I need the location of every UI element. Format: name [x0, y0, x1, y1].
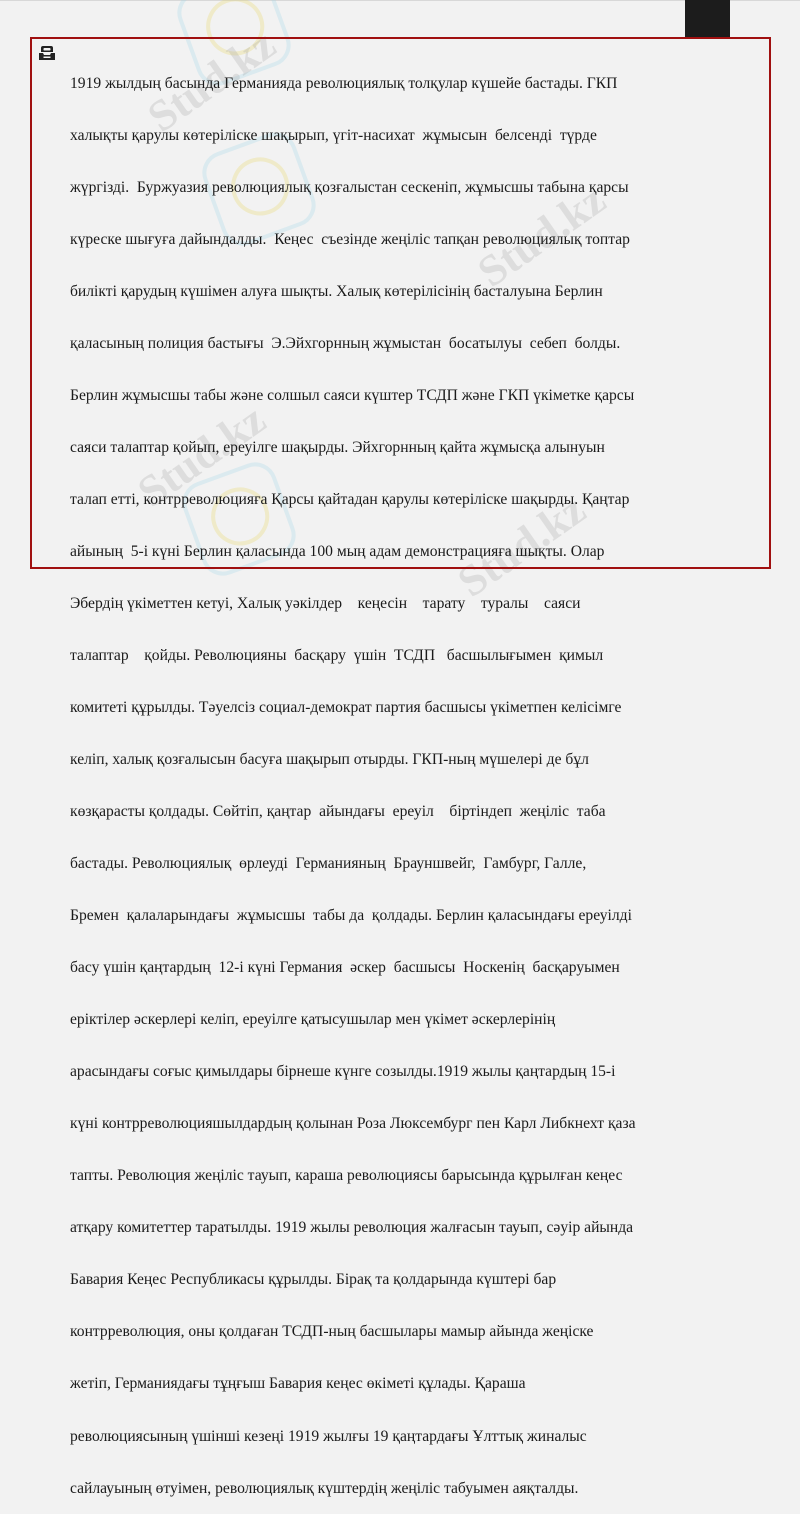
text-line: халықты қарулы көтеріліске шақырып, үгіт-насихат жұмысын белсенді түрде	[70, 126, 597, 144]
text-line: жүргізді. Буржуазия революциялық қозғалыстан сескеніп, жұмысшы табына қарсы	[70, 178, 629, 196]
text-line: сайлауының өтуімен, революциялық күштердің жеңіліс табуымен аяқталды.	[70, 1479, 579, 1497]
text-line: келіп, халық қозғалысын басуға шақырып отырды. ГКП-ның мүшелері де бұл	[70, 751, 589, 769]
text-line: 1919 жылдың басында Германияда революциялық толқулар күшейе бастады. ГКП	[70, 74, 618, 92]
text-line: билікті қарудың күшімен алуға шықты. Халық көтерілісінің басталуына Берлин	[70, 282, 603, 300]
text-line: Бавария Кеңес Республикасы құрылды. Бірақ та қолдарында күштері бар	[70, 1271, 557, 1289]
decorative-dark-bar	[685, 0, 730, 37]
watermark-text: Stud.kz	[138, 19, 285, 142]
text-line: күреске шығуға дайындалды. Кеңес съезінде жеңіліс тапқан революциялық топтар	[70, 230, 630, 248]
text-line: арасындағы соғыс қимылдары бірнеше күнге созылды.1919 жылы қаңтардың 15-і	[70, 1063, 616, 1081]
text-line: талаптар қойды. Революцияны басқару үшін ТСДП басшылығымен қимыл	[70, 647, 604, 665]
text-line: Бремен қалаларындағы жұмысшы табы да қолдады. Берлин қаласындағы ереуілді	[70, 907, 632, 925]
text-line: революциясының үшінші кезеңі 1919 жылғы 19 қаңтардағы Ұлттық жиналыс	[70, 1427, 587, 1445]
text-line: еріктілер әскерлері келіп, ереуілге қатысушылар мен үкімет әскерлерінің	[70, 1011, 556, 1029]
text-line: Эбердің үкіметтен кетуі, Халық уәкілдер кеңесін тарату туралы саяси	[70, 595, 581, 612]
text-line: тапты. Революция жеңіліс тауып, караша революциясы барысында құрылған кеңес	[70, 1167, 623, 1185]
text-line: қаласының полиция бастығы Э.Эйхгорнның жұмыстан босатылуы себеп болды.	[70, 334, 621, 352]
text-line: саяси талаптар қойып, ереуілге шақырды. Эйхгорнның қайта жұмысқа алынуын	[70, 438, 605, 456]
watermark-text: Stud.kz	[468, 174, 615, 297]
text-line: контрреволюция, оны қолдаған ТСДП-ның басшылары мамыр айында жеңіске	[70, 1323, 594, 1341]
text-line: комитеті құрылды. Тәуелсіз социал-демократ партия басшысы үкіметпен келісімге	[70, 699, 622, 717]
paragraph-text	[70, 40, 760, 1514]
text-line: жетіп, Германиядағы тұңғыш Бавария кеңес өкіметі құлады. Қараша	[70, 1375, 526, 1393]
top-divider	[0, 0, 800, 1]
text-line: айының 5-і күні Берлин қаласында 100 мың адам демонстрацияға шықты. Олар	[70, 542, 605, 560]
text-line: Берлин жұмысшы табы және солшыл саяси күштер ТСДП және ГКП үкіметке қарсы	[70, 386, 635, 404]
text-line: талап етті, контрреволюцияға Қарсы қайтадан қарулы көтеріліске шақырды. Қаңтар	[70, 490, 630, 508]
watermark-text: Stud.kz	[128, 394, 275, 517]
text-line: бастады. Революциялық өрлеуді Германияның Брауншвейг, Гамбург, Галле,	[70, 855, 587, 873]
archive-box-icon	[38, 45, 56, 61]
text-line: көзқарасты қолдады. Сөйтіп, қаңтар айындағы ереуіл біртіндеп жеңіліс таба	[70, 803, 606, 821]
text-line: күні контрреволюцияшылдардың қолынан Роза Люксембург пен Карл Либкнехт қаза	[70, 1115, 636, 1133]
text-line: басу үшін қаңтардың 12-і күні Германия әскер басшысы Носкенің басқаруымен	[70, 959, 620, 977]
watermark-text: Stud.kz	[448, 484, 595, 607]
text-line: атқару комитеттер таратылды. 1919 жылы революция жалғасын тауып, сәуір айында	[70, 1219, 634, 1237]
